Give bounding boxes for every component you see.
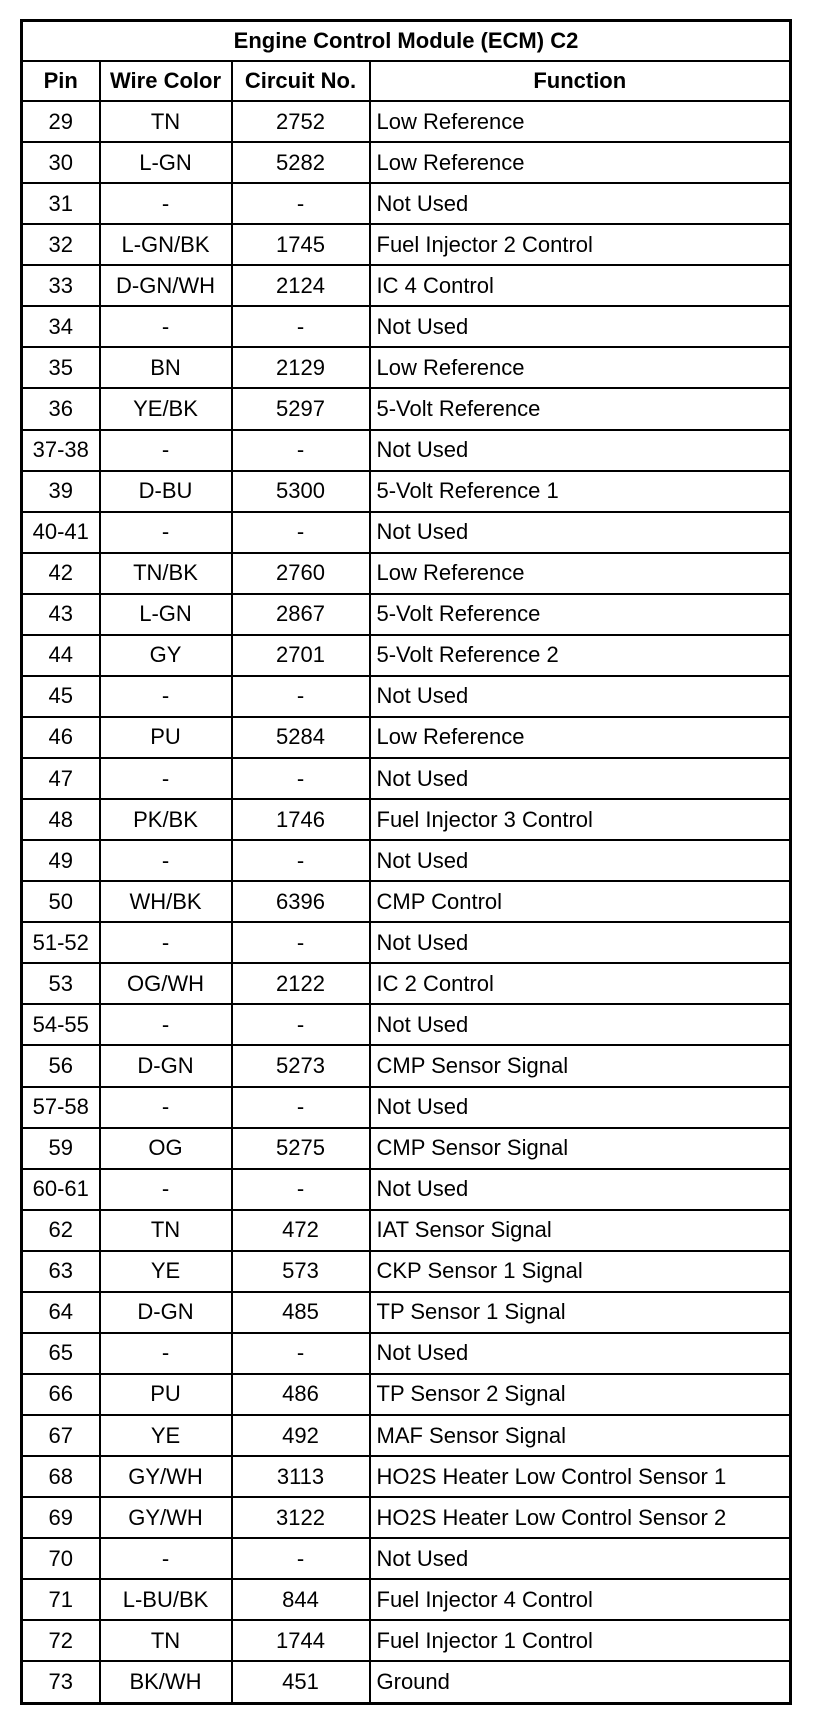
- pin-cell: 53: [22, 963, 100, 1004]
- function-cell: Not Used: [370, 430, 791, 471]
- circuit-no-cell: -: [232, 512, 370, 553]
- table-row: [22, 717, 791, 758]
- circuit-no-cell: 451: [232, 1661, 370, 1703]
- table-row: [22, 306, 791, 347]
- pin-cell: 40-41: [22, 512, 100, 553]
- circuit-no-cell: 3122: [232, 1497, 370, 1538]
- function-cell: Not Used: [370, 306, 791, 347]
- table-row: [22, 430, 791, 471]
- circuit-no-cell: 5300: [232, 471, 370, 512]
- wire-color-cell: PK/BK: [100, 799, 232, 840]
- wire-color-cell: D-GN: [100, 1292, 232, 1333]
- wire-color-cell: -: [100, 430, 232, 471]
- pin-cell: 63: [22, 1251, 100, 1292]
- pin-cell: 30: [22, 142, 100, 183]
- table-row: [22, 1579, 791, 1620]
- pin-cell: 48: [22, 799, 100, 840]
- function-cell: Not Used: [370, 676, 791, 717]
- pin-cell: 71: [22, 1579, 100, 1620]
- table-row: [22, 1620, 791, 1661]
- wire-color-cell: -: [100, 1538, 232, 1579]
- function-cell: Low Reference: [370, 717, 791, 758]
- circuit-no-cell: -: [232, 1004, 370, 1045]
- circuit-no-cell: 1746: [232, 799, 370, 840]
- pin-cell: 57-58: [22, 1087, 100, 1128]
- table-row: [22, 265, 791, 306]
- wire-color-cell: YE: [100, 1415, 232, 1456]
- circuit-no-cell: 5275: [232, 1128, 370, 1169]
- table-row: [22, 922, 791, 963]
- wire-color-cell: WH/BK: [100, 881, 232, 922]
- pin-cell: 32: [22, 224, 100, 265]
- function-cell: Not Used: [370, 758, 791, 799]
- table-row: [22, 594, 791, 635]
- pin-cell: 72: [22, 1620, 100, 1661]
- wire-color-cell: GY/WH: [100, 1456, 232, 1497]
- pin-cell: 73: [22, 1661, 100, 1703]
- circuit-no-cell: 492: [232, 1415, 370, 1456]
- table-row: [22, 1333, 791, 1374]
- function-cell: HO2S Heater Low Control Sensor 2: [370, 1497, 791, 1538]
- function-cell: MAF Sensor Signal: [370, 1415, 791, 1456]
- table-row: [22, 1004, 791, 1045]
- pin-cell: 37-38: [22, 430, 100, 471]
- circuit-no-cell: 6396: [232, 881, 370, 922]
- circuit-no-cell: -: [232, 1333, 370, 1374]
- wire-color-cell: -: [100, 183, 232, 224]
- function-cell: Low Reference: [370, 553, 791, 594]
- pin-cell: 64: [22, 1292, 100, 1333]
- function-cell: Low Reference: [370, 101, 791, 142]
- function-cell: IAT Sensor Signal: [370, 1210, 791, 1251]
- function-cell: CMP Sensor Signal: [370, 1128, 791, 1169]
- wire-color-cell: BN: [100, 347, 232, 388]
- circuit-no-cell: 1744: [232, 1620, 370, 1661]
- wire-color-cell: GY/WH: [100, 1497, 232, 1538]
- circuit-no-cell: 573: [232, 1251, 370, 1292]
- wire-color-cell: GY: [100, 635, 232, 676]
- table-row: [22, 881, 791, 922]
- wire-color-cell: L-GN/BK: [100, 224, 232, 265]
- wire-color-cell: PU: [100, 717, 232, 758]
- pin-cell: 45: [22, 676, 100, 717]
- circuit-no-cell: 2867: [232, 594, 370, 635]
- circuit-no-cell: -: [232, 758, 370, 799]
- wire-color-cell: YE/BK: [100, 388, 232, 429]
- pin-cell: 46: [22, 717, 100, 758]
- circuit-no-cell: -: [232, 183, 370, 224]
- column-header-circuit-no: Circuit No.: [232, 61, 370, 101]
- pin-cell: 68: [22, 1456, 100, 1497]
- table-row: [22, 142, 791, 183]
- pin-cell: 50: [22, 881, 100, 922]
- function-cell: Not Used: [370, 840, 791, 881]
- table-row: [22, 963, 791, 1004]
- function-cell: Fuel Injector 2 Control: [370, 224, 791, 265]
- table-row: [22, 183, 791, 224]
- circuit-no-cell: 5273: [232, 1045, 370, 1086]
- table-row: [22, 1497, 791, 1538]
- wire-color-cell: TN/BK: [100, 553, 232, 594]
- function-cell: CMP Sensor Signal: [370, 1045, 791, 1086]
- table-row: [22, 635, 791, 676]
- wire-color-cell: L-GN: [100, 142, 232, 183]
- pin-cell: 66: [22, 1374, 100, 1415]
- pin-cell: 47: [22, 758, 100, 799]
- table-row: [22, 1661, 791, 1703]
- function-cell: Not Used: [370, 1004, 791, 1045]
- function-cell: Low Reference: [370, 347, 791, 388]
- circuit-no-cell: 2752: [232, 101, 370, 142]
- table-row: [22, 388, 791, 429]
- column-header-pin: Pin: [22, 61, 100, 101]
- circuit-no-cell: -: [232, 1169, 370, 1210]
- circuit-no-cell: -: [232, 306, 370, 347]
- circuit-no-cell: -: [232, 922, 370, 963]
- pin-cell: 60-61: [22, 1169, 100, 1210]
- pin-cell: 70: [22, 1538, 100, 1579]
- pin-cell: 42: [22, 553, 100, 594]
- circuit-no-cell: -: [232, 1538, 370, 1579]
- function-cell: Not Used: [370, 1538, 791, 1579]
- circuit-no-cell: 5284: [232, 717, 370, 758]
- function-cell: IC 4 Control: [370, 265, 791, 306]
- table-row: [22, 347, 791, 388]
- ecm-c2-pinout-table: [20, 19, 792, 1705]
- wire-color-cell: -: [100, 1333, 232, 1374]
- wire-color-cell: -: [100, 1169, 232, 1210]
- table-title-row: [22, 21, 791, 62]
- function-cell: Not Used: [370, 1333, 791, 1374]
- table-row: [22, 1045, 791, 1086]
- column-header-row: [22, 61, 791, 101]
- wire-color-cell: -: [100, 306, 232, 347]
- function-cell: Fuel Injector 1 Control: [370, 1620, 791, 1661]
- table-row: [22, 1087, 791, 1128]
- circuit-no-cell: 3113: [232, 1456, 370, 1497]
- pin-rows: [22, 101, 791, 1704]
- wire-color-cell: TN: [100, 1620, 232, 1661]
- function-cell: Not Used: [370, 512, 791, 553]
- column-header-wire-color: Wire Color: [100, 61, 232, 101]
- function-cell: 5-Volt Reference: [370, 388, 791, 429]
- wire-color-cell: -: [100, 1004, 232, 1045]
- function-cell: TP Sensor 2 Signal: [370, 1374, 791, 1415]
- pin-cell: 34: [22, 306, 100, 347]
- pin-cell: 62: [22, 1210, 100, 1251]
- function-cell: 5-Volt Reference: [370, 594, 791, 635]
- table-row: [22, 799, 791, 840]
- wire-color-cell: L-GN: [100, 594, 232, 635]
- circuit-no-cell: 2760: [232, 553, 370, 594]
- pin-cell: 35: [22, 347, 100, 388]
- wire-color-cell: D-GN: [100, 1045, 232, 1086]
- wire-color-cell: -: [100, 922, 232, 963]
- circuit-no-cell: -: [232, 1087, 370, 1128]
- table-row: [22, 1415, 791, 1456]
- function-cell: Low Reference: [370, 142, 791, 183]
- circuit-no-cell: 486: [232, 1374, 370, 1415]
- table-row: [22, 101, 791, 142]
- column-header-function: Function: [370, 61, 791, 101]
- circuit-no-cell: 844: [232, 1579, 370, 1620]
- circuit-no-cell: 2124: [232, 265, 370, 306]
- function-cell: Ground: [370, 1661, 791, 1703]
- wire-color-cell: TN: [100, 1210, 232, 1251]
- pin-cell: 39: [22, 471, 100, 512]
- table-row: [22, 1456, 791, 1497]
- function-cell: TP Sensor 1 Signal: [370, 1292, 791, 1333]
- pin-cell: 69: [22, 1497, 100, 1538]
- function-cell: CMP Control: [370, 881, 791, 922]
- pin-cell: 59: [22, 1128, 100, 1169]
- table-row: [22, 224, 791, 265]
- pin-cell: 29: [22, 101, 100, 142]
- table-row: [22, 676, 791, 717]
- table-row: [22, 758, 791, 799]
- pin-cell: 65: [22, 1333, 100, 1374]
- table-title: Engine Control Module (ECM) C2: [22, 21, 791, 62]
- circuit-no-cell: 485: [232, 1292, 370, 1333]
- circuit-no-cell: 472: [232, 1210, 370, 1251]
- function-cell: CKP Sensor 1 Signal: [370, 1251, 791, 1292]
- pin-cell: 43: [22, 594, 100, 635]
- table-row: [22, 1374, 791, 1415]
- table-row: [22, 1210, 791, 1251]
- pin-cell: 33: [22, 265, 100, 306]
- function-cell: Fuel Injector 4 Control: [370, 1579, 791, 1620]
- function-cell: Not Used: [370, 1087, 791, 1128]
- circuit-no-cell: -: [232, 840, 370, 881]
- wire-color-cell: -: [100, 758, 232, 799]
- wire-color-cell: -: [100, 676, 232, 717]
- circuit-no-cell: -: [232, 676, 370, 717]
- circuit-no-cell: 2701: [232, 635, 370, 676]
- circuit-no-cell: -: [232, 430, 370, 471]
- pin-cell: 51-52: [22, 922, 100, 963]
- table-row: [22, 840, 791, 881]
- circuit-no-cell: 2122: [232, 963, 370, 1004]
- wire-color-cell: D-GN/WH: [100, 265, 232, 306]
- function-cell: 5-Volt Reference 1: [370, 471, 791, 512]
- pin-cell: 56: [22, 1045, 100, 1086]
- table-row: [22, 471, 791, 512]
- function-cell: Not Used: [370, 1169, 791, 1210]
- table-row: [22, 553, 791, 594]
- function-cell: Not Used: [370, 183, 791, 224]
- pin-cell: 49: [22, 840, 100, 881]
- circuit-no-cell: 5282: [232, 142, 370, 183]
- table-row: [22, 1538, 791, 1579]
- function-cell: Fuel Injector 3 Control: [370, 799, 791, 840]
- table-row: [22, 1251, 791, 1292]
- circuit-no-cell: 1745: [232, 224, 370, 265]
- table-row: [22, 1169, 791, 1210]
- function-cell: Not Used: [370, 922, 791, 963]
- wire-color-cell: OG: [100, 1128, 232, 1169]
- table-row: [22, 512, 791, 553]
- wire-color-cell: -: [100, 1087, 232, 1128]
- wire-color-cell: TN: [100, 101, 232, 142]
- wire-color-cell: -: [100, 512, 232, 553]
- circuit-no-cell: 5297: [232, 388, 370, 429]
- circuit-no-cell: 2129: [232, 347, 370, 388]
- wire-color-cell: L-BU/BK: [100, 1579, 232, 1620]
- wire-color-cell: D-BU: [100, 471, 232, 512]
- pin-cell: 54-55: [22, 1004, 100, 1045]
- table-row: [22, 1128, 791, 1169]
- wire-color-cell: BK/WH: [100, 1661, 232, 1703]
- pin-cell: 31: [22, 183, 100, 224]
- pin-cell: 44: [22, 635, 100, 676]
- pin-cell: 36: [22, 388, 100, 429]
- wire-color-cell: OG/WH: [100, 963, 232, 1004]
- pin-cell: 67: [22, 1415, 100, 1456]
- function-cell: 5-Volt Reference 2: [370, 635, 791, 676]
- wire-color-cell: YE: [100, 1251, 232, 1292]
- wire-color-cell: PU: [100, 1374, 232, 1415]
- function-cell: IC 2 Control: [370, 963, 791, 1004]
- wire-color-cell: -: [100, 840, 232, 881]
- table-row: [22, 1292, 791, 1333]
- function-cell: HO2S Heater Low Control Sensor 1: [370, 1456, 791, 1497]
